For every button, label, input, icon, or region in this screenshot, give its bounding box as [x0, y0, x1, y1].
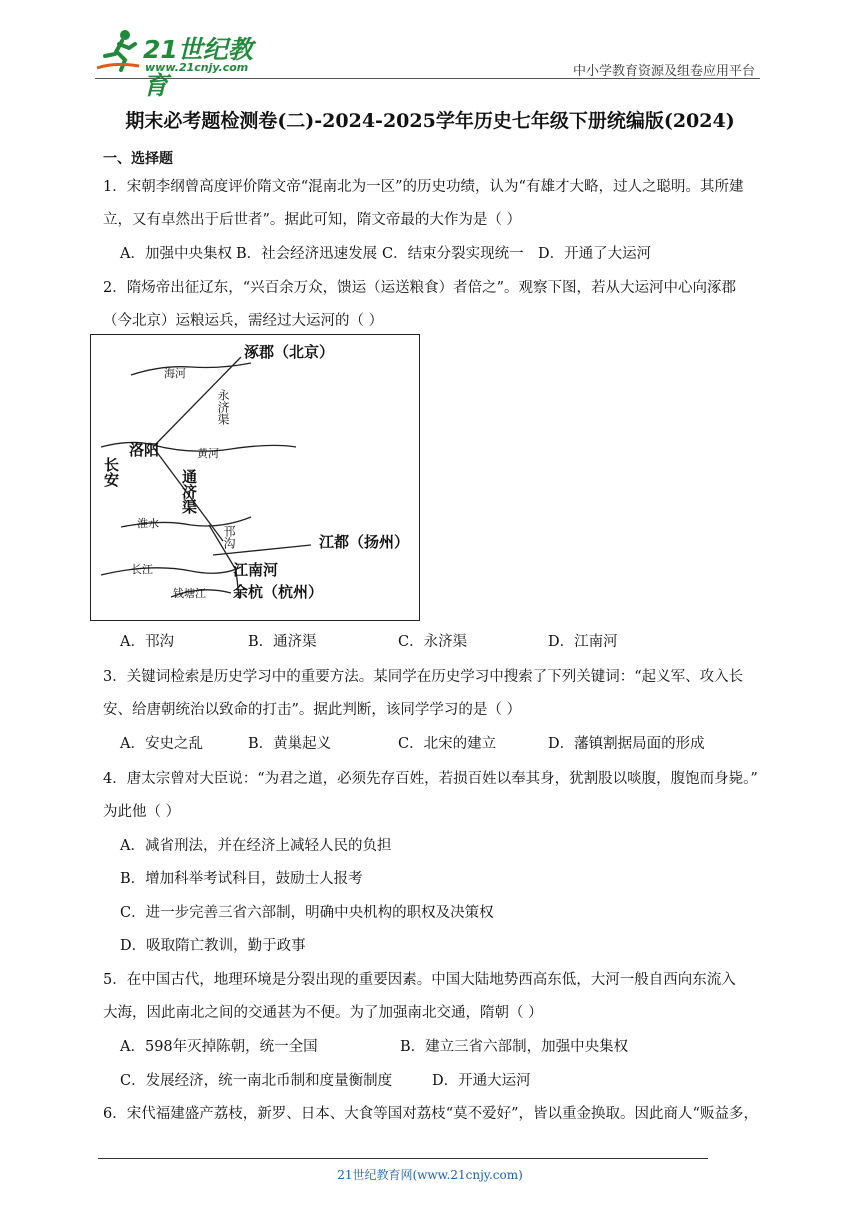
option-b[interactable]: B．黄巢起义 — [248, 736, 332, 752]
question-4-line-2: 为此他（ ） — [103, 804, 181, 820]
option-c[interactable]: C．北宋的建立 — [398, 736, 497, 752]
changjiang-river — [101, 567, 241, 575]
option-b[interactable]: B．通济渠 — [248, 634, 317, 650]
label-tongjiqu: 通济渠 — [180, 469, 198, 514]
label-changan: 长安 — [102, 457, 120, 487]
canal-map — [90, 334, 420, 621]
question-1-line-1: 1．宋朝李纲曾高度评价隋文帝“混南北为一区”的历史功绩，认为“有雄才大略，过人之聪明。其所建 — [103, 179, 744, 195]
question-2-line-2: （今北京）运粮运兵，需经过大运河的（ ） — [103, 313, 384, 329]
option-a[interactable]: A．598年灭掉陈朝，统一全国 — [120, 1039, 318, 1055]
option-c[interactable]: C．结束分裂实现统一 — [382, 246, 524, 262]
label-zhuojun: 涿郡（北京） — [244, 343, 335, 361]
option-d[interactable]: D．江南河 — [548, 634, 618, 650]
option-a[interactable]: A．安史之乱 — [120, 736, 203, 752]
label-jiangnanhe: 江南河 — [233, 561, 279, 579]
question-3-line-2: 安、给唐朝统治以致命的打击”。据此判断，该同学学习的是（ ） — [103, 702, 522, 718]
footer-text[interactable]: 21世纪教育网(www.21cnjy.com) — [337, 1168, 523, 1182]
question-5-line-2: 大海，因此南北之间的交通甚为不便。为了加强南北交通，隋朝（ ） — [103, 1005, 543, 1021]
page-header — [95, 28, 760, 100]
question-4-line-1: 4．唐太宗曾对大臣说：“为君之道，必须先存百姓，若损百姓以奉其身，犹割股以啖腹，腹饱而身毙。” — [103, 771, 758, 787]
label-huanghe: 黄河 — [197, 447, 219, 460]
logo-url: www.21cnjy.com — [145, 61, 249, 74]
logo-text: 21世纪教育 — [143, 35, 253, 100]
question-4-option-a[interactable]: A．减省刑法，并在经济上减轻人民的负担 — [120, 838, 392, 854]
platform-name: 中小学教育资源及组卷应用平台 — [572, 64, 755, 79]
footer-divider — [98, 1158, 708, 1159]
option-a[interactable]: A．加强中央集权 — [120, 246, 232, 262]
option-d[interactable]: D．藩镇割据局面的形成 — [548, 736, 705, 752]
label-hangou: 邗沟 — [222, 525, 236, 549]
question-5-line-1: 5．在中国古代，地理环境是分裂出现的重要因素。中国大陆地势西高东低，大河一般自西向东流入 — [103, 972, 736, 988]
label-qiantangjiang: 钱塘江 — [173, 587, 206, 600]
logo — [95, 28, 265, 100]
label-yuhang: 余杭（杭州） — [233, 583, 324, 601]
question-3-line-1: 3．关键词检索是历史学习中的重要方法。某同学在历史学习中搜索了下列关键词：“起义军、攻入长 — [103, 669, 744, 685]
runner-icon — [95, 28, 143, 74]
option-d[interactable]: D．开通大运河 — [432, 1073, 531, 1089]
question-1-line-2: 立，又有卓然出于后世者”。据此可知，隋文帝最的大作为是（ ） — [103, 212, 522, 228]
label-jiangdu: 江都（扬州） — [319, 533, 410, 551]
question-6-line-1: 6．宋代福建盛产荔枝，新罗、日本、大食等国对荔枝“莫不爱好”，皆以重金换取。因此商人“贩益多， — [103, 1106, 758, 1122]
label-haihe: 海河 — [164, 367, 186, 380]
question-4-option-c[interactable]: C．进一步完善三省六部制，明确中央机构的职权及决策权 — [120, 905, 494, 921]
option-b[interactable]: B．建立三省六部制，加强中央集权 — [400, 1039, 629, 1055]
label-yongjiqu: 永济渠 — [216, 389, 230, 425]
label-changjiang: 长江 — [131, 563, 153, 576]
option-a[interactable]: A．邗沟 — [120, 634, 174, 650]
option-d[interactable]: D．开通了大运河 — [538, 246, 652, 262]
label-luoyang: 洛阳 — [129, 441, 160, 459]
question-4-option-d[interactable]: D．吸取隋亡教训，勤于政事 — [120, 938, 306, 954]
page-title: 期末必考题检测卷(二)-2024-2025学年历史七年级下册统编版(2024) — [125, 110, 735, 132]
label-huaishui: 淮水 — [137, 517, 159, 530]
option-b[interactable]: B．社会经济迅速发展 — [236, 246, 378, 262]
question-2-line-1: 2．隋炀帝出征辽东，“兴百余万众，馈运（运送粮食）者倍之”。观察下图，若从大运河中心向涿郡 — [103, 280, 737, 296]
option-c[interactable]: C．永济渠 — [398, 634, 468, 650]
section-heading: 一、选择题 — [103, 151, 173, 167]
option-c[interactable]: C．发展经济，统一南北币制和度量衡制度 — [120, 1073, 393, 1089]
question-4-option-b[interactable]: B．增加科举考试科目，鼓励士人报考 — [120, 871, 363, 887]
header-divider — [95, 78, 760, 79]
